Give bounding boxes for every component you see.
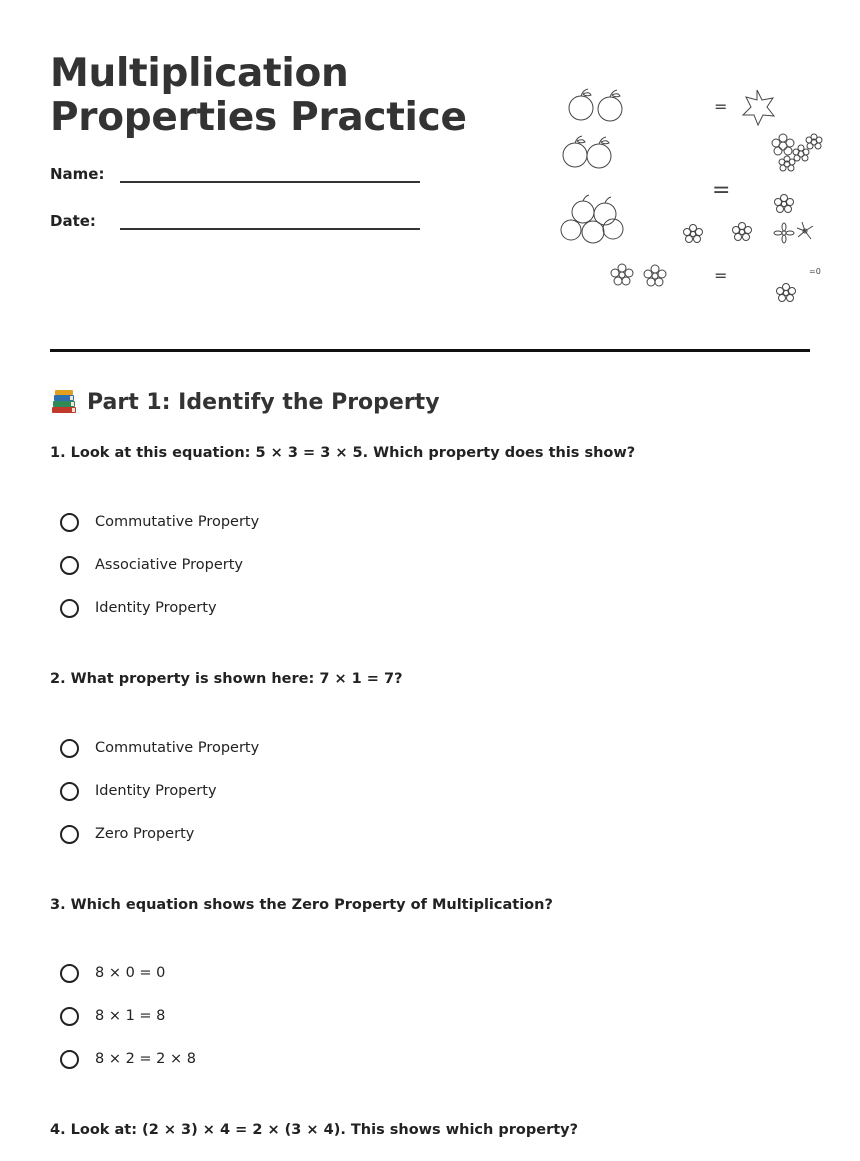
question-1-text: 1. Look at this equation: 5 × 3 = 3 × 5. Which property does this show? — [50, 445, 636, 461]
flower-icon — [777, 284, 796, 302]
date-label: Date: — [50, 212, 96, 230]
part1-heading — [50, 388, 440, 416]
question-3-text: 3. Which equation shows the Zero Property of Multiplication? — [50, 897, 553, 913]
apples-and-flowers-illustration — [555, 82, 821, 312]
flower-icon — [644, 265, 666, 286]
q1-option-1[interactable] — [60, 509, 259, 535]
radio-button[interactable] — [60, 739, 79, 758]
option-label: Identity Property — [95, 600, 217, 616]
q3-option-2[interactable] — [60, 1003, 165, 1029]
apple-icon — [563, 136, 587, 167]
flower-icon — [797, 222, 813, 239]
part1-title: Part 1: Identify the Property — [87, 389, 440, 415]
worksheet-page — [50, 0, 821, 1138]
radio-button[interactable] — [60, 782, 79, 801]
flower-icon — [684, 225, 703, 243]
equals-sign-1: = — [714, 97, 728, 116]
radio-button[interactable] — [60, 513, 79, 532]
radio-button[interactable] — [60, 825, 79, 844]
header-divider — [50, 349, 810, 352]
option-label: Zero Property — [95, 826, 195, 842]
q3-option-1[interactable] — [60, 960, 165, 986]
equals-sign-2: = — [712, 178, 731, 203]
q2-option-1[interactable] — [60, 735, 259, 761]
name-line[interactable] — [120, 181, 420, 183]
radio-button[interactable] — [60, 599, 79, 618]
worksheet-title — [50, 52, 467, 140]
date-line[interactable] — [120, 228, 420, 230]
option-label: Identity Property — [95, 783, 217, 799]
question-2-text: 2. What property is shown here: 7 × 1 = 7? — [50, 671, 403, 687]
star-icon — [743, 90, 774, 125]
radio-button[interactable] — [60, 964, 79, 983]
date-field[interactable] — [50, 212, 430, 242]
equals-zero-note: =0 — [809, 267, 821, 276]
option-label: 8 × 2 = 2 × 8 — [95, 1051, 197, 1067]
flower-icon — [733, 223, 752, 241]
q2-option-3[interactable] — [60, 821, 194, 847]
radio-button[interactable] — [60, 1007, 79, 1026]
books-icon — [50, 388, 78, 416]
apple-icon — [598, 90, 622, 121]
q2-option-2[interactable] — [60, 778, 217, 804]
name-label: Name: — [50, 165, 105, 183]
flower-icon — [775, 195, 794, 213]
q1-option-2[interactable] — [60, 552, 243, 578]
radio-button[interactable] — [60, 1050, 79, 1069]
option-label: 8 × 1 = 8 — [95, 1008, 166, 1024]
equals-sign-3: = — [714, 266, 728, 285]
apple-bunch-icon — [561, 195, 623, 243]
option-label: Commutative Property — [95, 514, 260, 530]
flower-icon — [611, 264, 633, 285]
question-4-text: 4. Look at: (2 × 3) × 4 = 2 × (3 × 4). This shows which property? — [50, 1122, 579, 1138]
q3-option-3[interactable] — [60, 1046, 196, 1072]
worksheet-header — [50, 0, 821, 415]
q1-option-3[interactable] — [60, 595, 217, 621]
option-label: Associative Property — [95, 557, 243, 573]
option-label: Commutative Property — [95, 740, 260, 756]
title-line-2: Properties Practice — [50, 95, 467, 140]
option-label: 8 × 0 = 0 — [95, 965, 166, 981]
flower-icon — [774, 223, 794, 243]
flower-cluster-icon — [772, 134, 822, 171]
title-line-1: Multiplication — [50, 51, 349, 96]
apple-icon — [587, 137, 611, 168]
radio-button[interactable] — [60, 556, 79, 575]
apple-icon — [569, 89, 593, 120]
name-field[interactable] — [50, 165, 430, 195]
